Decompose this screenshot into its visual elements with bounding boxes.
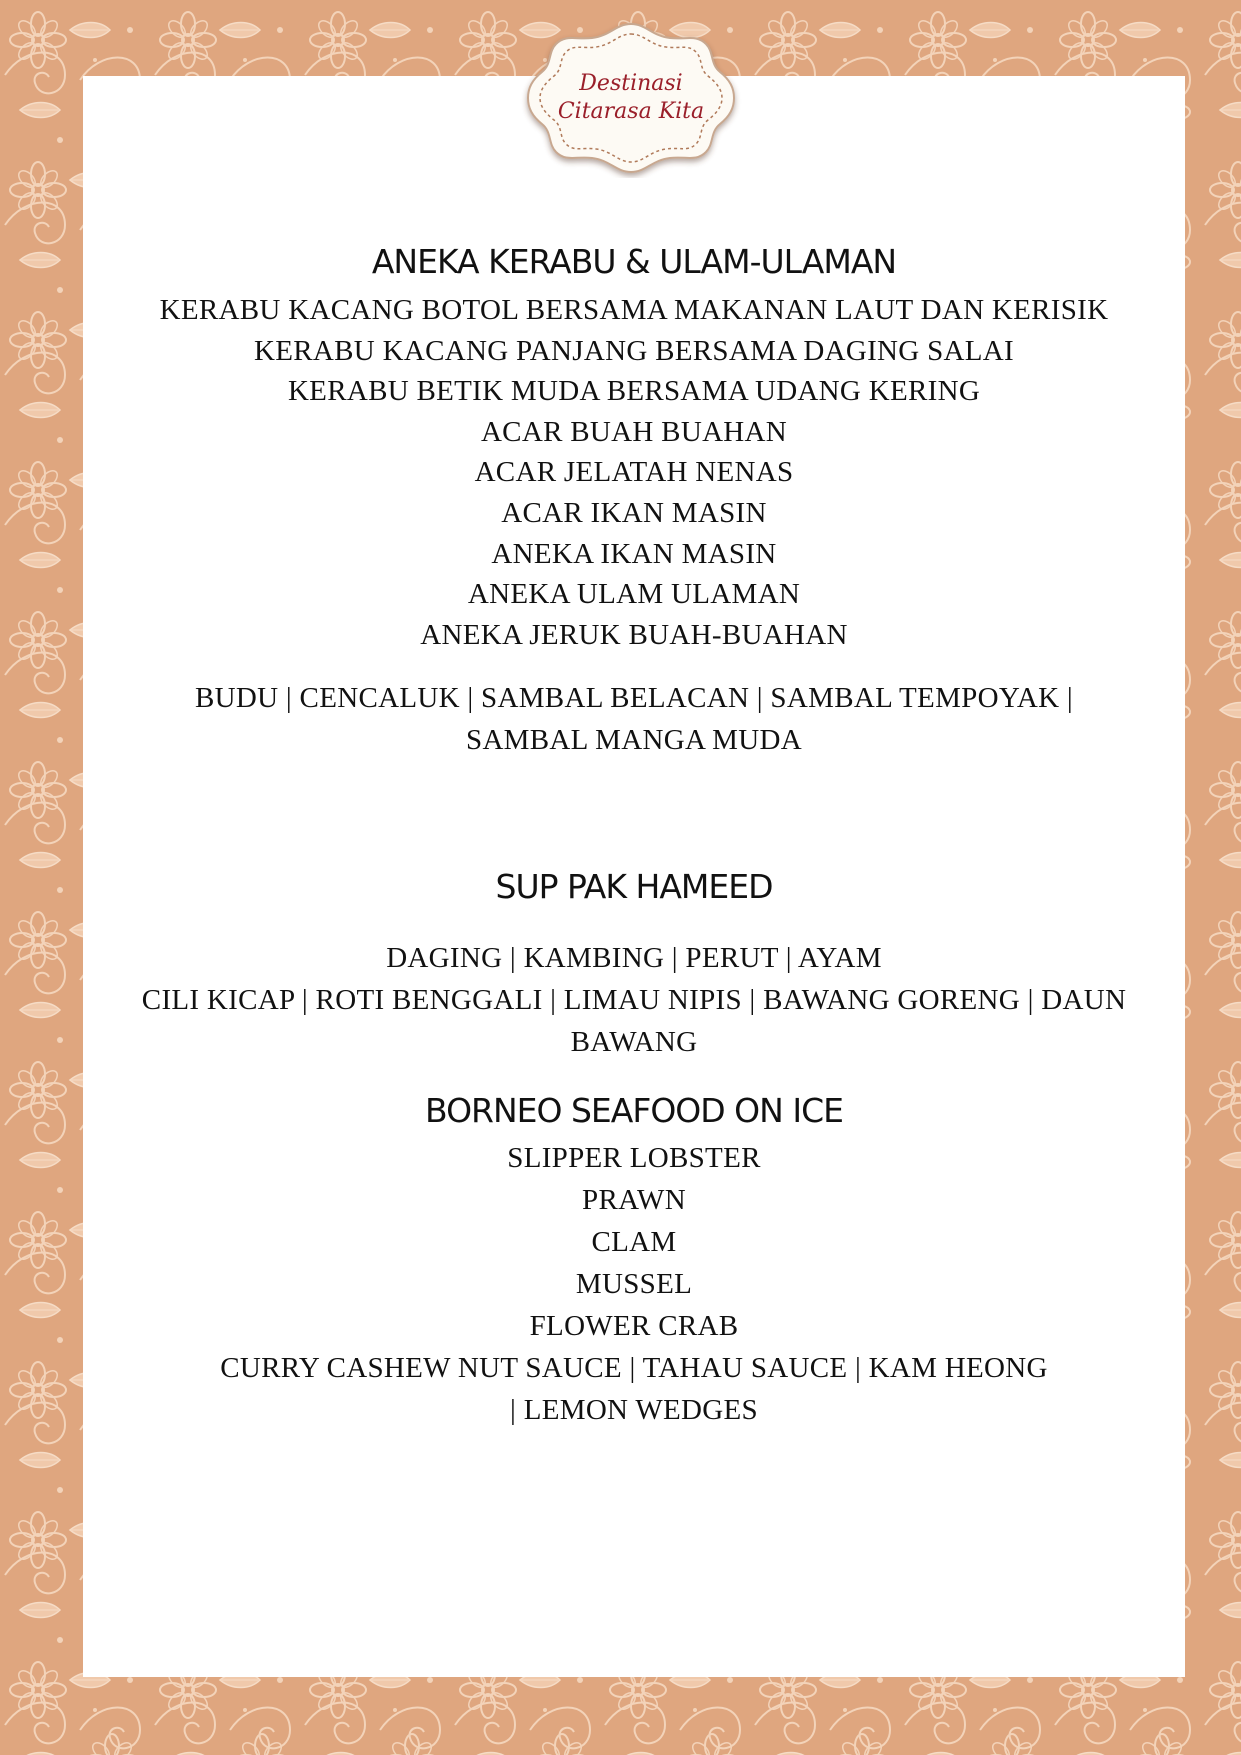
section-borneo-seafood — [83, 1091, 1185, 1431]
menu-item: CILI KICAP | ROTI BENGGALI | LIMAU NIPIS | BAWANG GORENG | DAUN — [141, 984, 1127, 1017]
section-title: SUP PAK HAMEED — [495, 867, 773, 907]
menu-item: ANEKA ULAM ULAMAN — [467, 578, 801, 611]
menu-item: ANEKA IKAN MASIN — [491, 537, 777, 570]
section-title: ANEKA KERABU & ULAM-ULAMAN — [371, 242, 897, 281]
section-title: BORNEO SEAFOOD ON ICE — [425, 1091, 843, 1131]
section-item-list — [83, 290, 1185, 655]
menu-item: BAWANG — [570, 1026, 698, 1059]
menu-item: MUSSEL — [575, 1268, 693, 1301]
logo-line-2: Citarasa Kita — [557, 99, 705, 124]
condiments-line: SAMBAL MANGA MUDA — [466, 724, 802, 757]
menu-item: | LEMON WEDGES — [510, 1394, 758, 1427]
condiments-line: BUDU | CENCALUK | SAMBAL BELACAN | SAMBAL TEMPOYAK | — [194, 682, 1073, 715]
menu-content — [83, 76, 1185, 1431]
menu-item: KERABU KACANG BOTOL BERSAMA MAKANAN LAUT DAN KERISIK — [159, 294, 1109, 326]
menu-item: ANEKA JERUK BUAH-BUAHAN — [420, 618, 848, 651]
section-aneka-kerabu — [83, 242, 1185, 761]
menu-item: FLOWER CRAB — [529, 1310, 739, 1343]
section-item-list — [83, 937, 1185, 1063]
menu-item: PRAWN — [582, 1184, 686, 1217]
menu-item: KERABU KACANG PANJANG BERSAMA DAGING SALAI — [254, 334, 1014, 367]
logo-line-1: Destinasi — [579, 71, 683, 96]
menu-item: DAGING | KAMBING | PERUT | AYAM — [386, 942, 882, 975]
menu-item: ACAR BUAH BUAHAN — [480, 415, 788, 448]
menu-item: ACAR IKAN MASIN — [501, 496, 767, 529]
menu-item: CLAM — [591, 1226, 677, 1259]
menu-item: CURRY CASHEW NUT SAUCE | TAHAU SAUCE | KAM HEONG — [220, 1352, 1048, 1385]
menu-item: SLIPPER LOBSTER — [507, 1142, 761, 1175]
menu-item: KERABU BETIK MUDA BERSAMA UDANG KERING — [287, 375, 981, 408]
condiments-list — [83, 677, 1185, 761]
section-item-list — [83, 1137, 1185, 1431]
menu-item: ACAR JELATAH NENAS — [474, 456, 794, 489]
section-sup-pak-hameed — [83, 867, 1185, 1063]
